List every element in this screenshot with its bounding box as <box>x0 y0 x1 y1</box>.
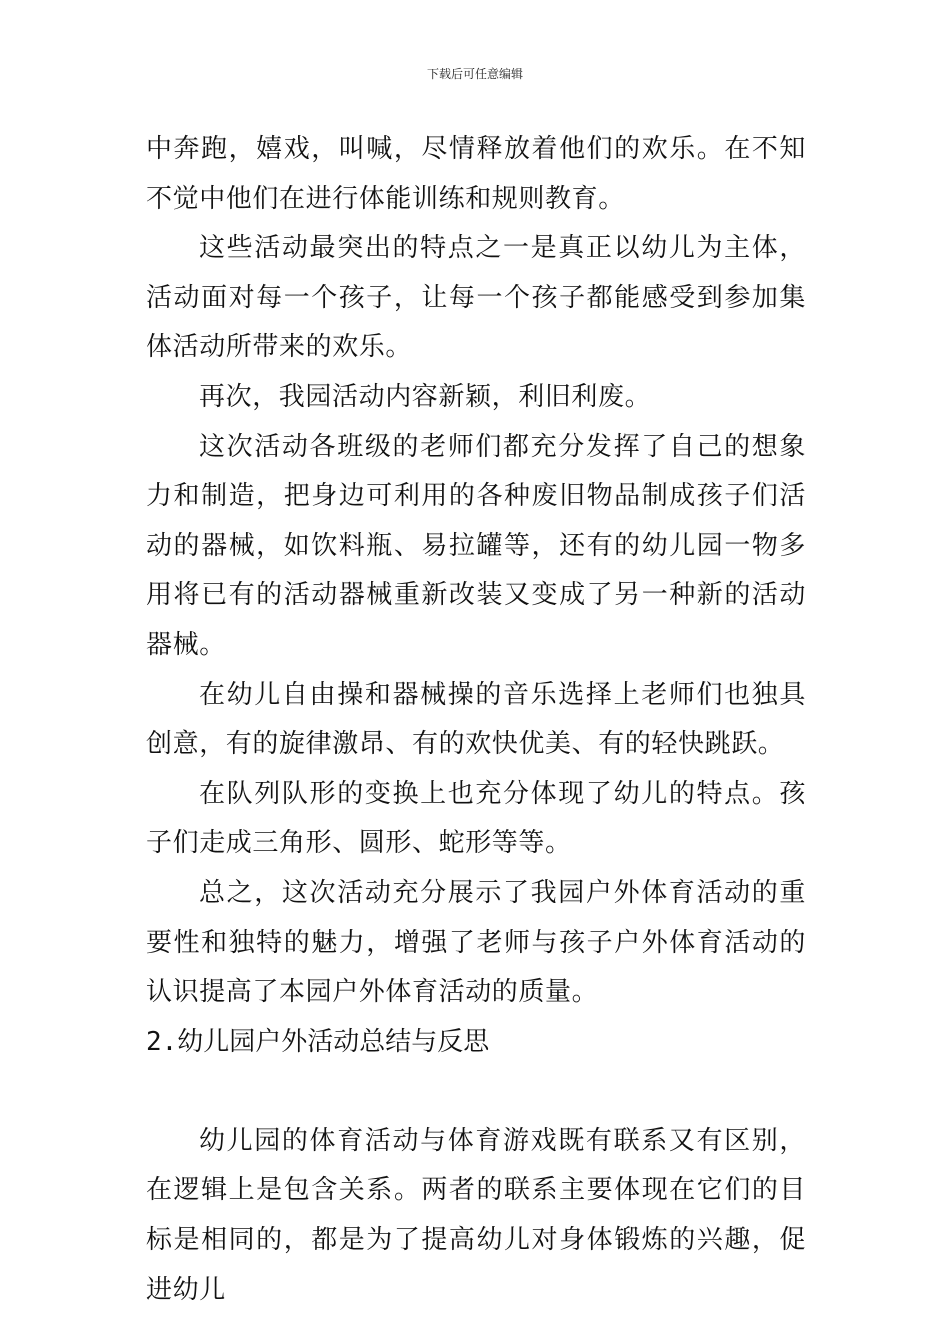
paragraph: 这次活动各班级的老师们都充分发挥了自己的想象力和制造，把身边可利用的各种废旧物品制成孩子们活动的器械，如饮料瓶、易拉罐等，还有的幼儿园一物多用将已有的活动器械重新改装又变成了另一种新的活动器械。 <box>146 431 806 660</box>
document-body <box>146 125 806 1315</box>
paragraph: 在队列队形的变换上也充分体现了幼儿的特点。孩子们走成三角形、圆形、蛇形等等。 <box>146 778 806 859</box>
section-heading: 2.幼儿园户外活动总结与反思 <box>146 1026 490 1057</box>
paragraph: 再次，我园活动内容新颖，利旧利废。 <box>199 381 652 412</box>
page-header: 下载后可任意编辑 <box>426 67 523 81</box>
paragraph: 这些活动最突出的特点之一是真正以幼儿为主体，活动面对每一个孩子，让每一个孩子都能感受到参加集体活动所带来的欢乐。 <box>146 233 806 363</box>
blank-line <box>146 1067 806 1117</box>
paragraph: 在幼儿自由操和器械操的音乐选择上老师们也独具创意，有的旋律激昂、有的欢快优美、有的轻快跳跃。 <box>146 679 806 760</box>
paragraph: 幼儿园的体育活动与体育游戏既有联系又有区别，在逻辑上是包含关系。两者的联系主要体现在它们的目标是相同的，都是为了提高幼儿对身体锻炼的兴趣，促进幼儿 <box>146 1125 806 1305</box>
paragraph-continuation: 中奔跑，嬉戏，叫喊，尽情释放着他们的欢乐。在不知不觉中他们在进行体能训练和规则教育。 <box>146 134 806 214</box>
paragraph: 总之，这次活动充分展示了我园户外体育活动的重要性和独特的魅力，增强了老师与孩子户外体育活动的认识提高了本园户外体育活动的质量。 <box>146 877 806 1008</box>
